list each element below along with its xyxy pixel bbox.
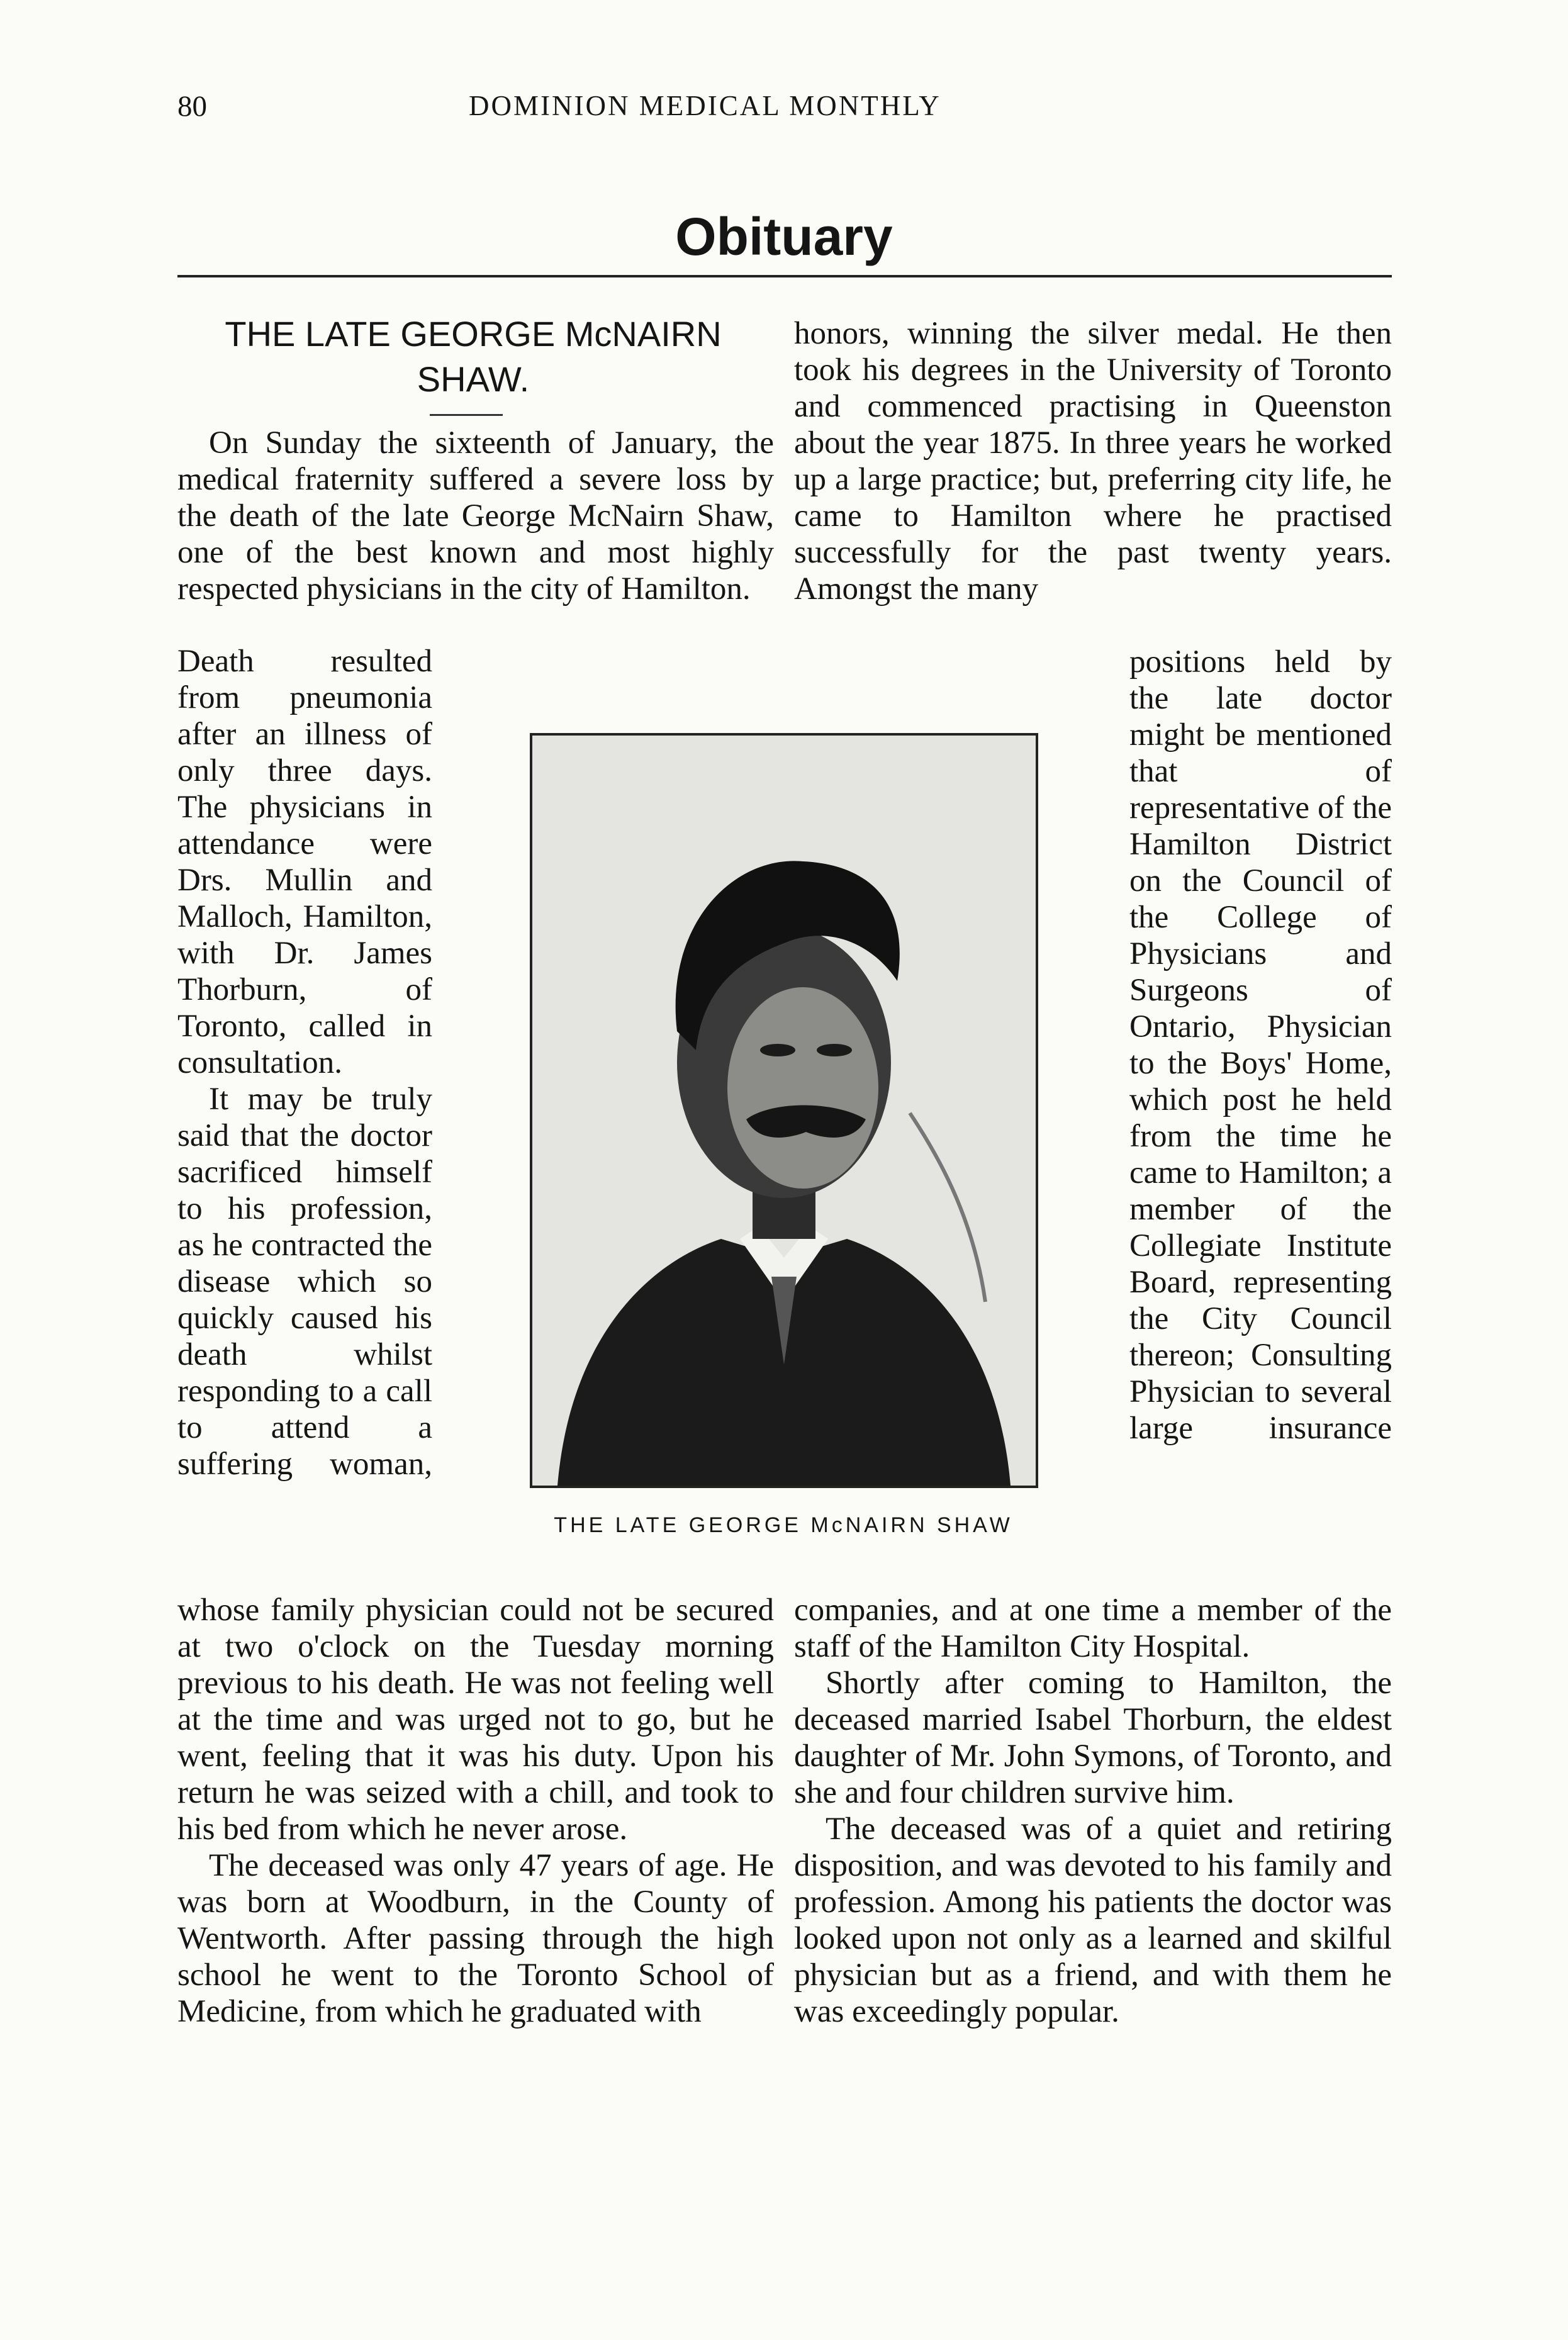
column-1-wrap bbox=[177, 643, 432, 1482]
paragraph: Shortly after coming to Hamilton, the deceased married Isabel Thorburn, the eldest daughter of Mr. John Symons, of Toronto, and she and four children survive him. bbox=[794, 1665, 1392, 1810]
column-1-top bbox=[177, 425, 774, 607]
paragraph: positions held by the late doctor might be mentioned that of representative of the Hamilton District on the Council of the College of Physicians and Surgeons of Ontario, Physician to the Boys' Home, which post he held from the time he came to Hamilton; a member of the Collegiate Institute Board, representing the City Council thereon; Consulting Physician to several large insurance bbox=[1129, 644, 1392, 1446]
title-rule bbox=[177, 275, 1392, 277]
paragraph: Death resulted from pneumonia after an illness of only three days. The physicians in attendance were Drs. Mullin and Malloch, Hamilton, with Dr. James Thorburn, of Toronto, called in consultation. bbox=[177, 644, 432, 1080]
portrait-photo bbox=[530, 733, 1038, 1488]
column-2-top bbox=[794, 315, 1392, 607]
paragraph: companies, and at one time a member of the staff of the Hamilton City Hospital. bbox=[794, 1593, 1392, 1664]
paragraph: On Sunday the sixteenth of January, the medical fraternity suffered a severe loss by the death of the late George McNairn Shaw, one of the best known and most highly respected physicians in the city of Hamilton. bbox=[177, 425, 774, 607]
column-2-bottom bbox=[794, 1592, 1392, 2030]
figure-caption: THE LATE GEORGE McNAIRN SHAW bbox=[554, 1513, 1013, 1537]
column-2-wrap bbox=[1129, 644, 1392, 1447]
running-head: DOMINION MEDICAL MONTHLY bbox=[469, 90, 941, 121]
section-title: Obituary bbox=[675, 207, 893, 266]
paragraph: honors, winning the silver medal. He then took his degrees in the University of Toronto and commenced practising in Queenston about the year 1875. In three years he worked up a large practice; but, preferring city life, he came to Hamilton where he practised successfully for the past twenty years. Amongst the many bbox=[794, 316, 1392, 607]
paragraph: The deceased was of a quiet and retiring disposition, and was devoted to his family and profession. Among his patients the doctor was looked upon not only as a learned and skilful physician but as a friend, and with them he was exceedingly popular. bbox=[794, 1811, 1392, 2029]
article-headline: THE LATE GEORGE McNAIRN SHAW. bbox=[225, 314, 722, 399]
page-number: 80 bbox=[177, 90, 207, 123]
paragraph: It may be truly said that the doctor sacrificed himself to his profession, as he contracted the disease which so quickly caused his death whilst responding to a call to attend a suffering woman, bbox=[177, 1082, 432, 1482]
column-1-bottom bbox=[177, 1592, 774, 2030]
portrait-illustration bbox=[532, 736, 1036, 1486]
headline-rule bbox=[430, 414, 503, 416]
paragraph: whose family physician could not be secured at two o'clock on the Tuesday morning previous to his death. He was not feeling well at the time and was urged not to go, but he went, feeling that it was his duty. Upon his return he was seized with a chill, and took to his bed from which he never arose. bbox=[177, 1593, 774, 1847]
paragraph: The deceased was only 47 years of age. He was born at Woodburn, in the County of Wentworth. After passing through the high school he went to the Toronto School of Medicine, from which he graduated with bbox=[177, 1848, 774, 2029]
